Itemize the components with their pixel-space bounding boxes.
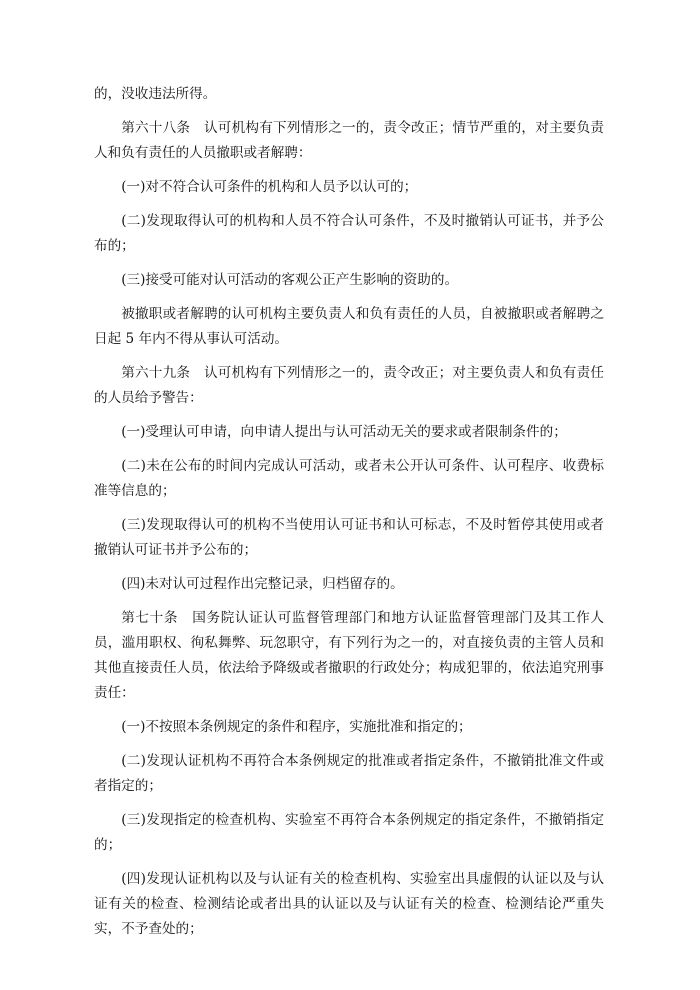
paragraph-article-69-item-2: (二)未在公布的时间内完成认可活动，或者未公开认可条件、认可程序、收费标准等信息的； <box>94 458 604 499</box>
paragraph-article-70-item-1: (一)不按照本条例规定的条件和程序，实施批准和指定的； <box>121 719 472 735</box>
paragraph-article-68: 第六十八条 认可机构有下列情形之一的，责令改正；情节严重的，对主要负责人和负有责任的人员撤职或者解聘： <box>94 120 604 161</box>
paragraph-article-70-item-3: (三)发现指定的检查机构、实验室不再符合本条例规定的指定条件，不撤销指定的； <box>94 812 604 853</box>
paragraph-article-70-item-4: (四)发现认证机构以及与认证有关的检查机构、实验室出具虚假的认证以及与认证有关的检查、检测结论或者出具的认证以及与认证有关的检查、检测结论严重失实，不予查处的； <box>94 871 604 937</box>
paragraph-article-70: 第七十条 国务院认证认可监督管理部门和地方认证监督管理部门及其工作人员，滥用职权、徇私舞弊、玩忽职守，有下列行为之一的，对直接负责的主管人员和其他直接责任人员，依法给予降级或者撤职的行政处分；构成犯罪的，依法追究刑事责任： <box>94 610 604 701</box>
paragraph-article-68-item-2: (二)发现取得认可的机构和人员不符合认可条件，不及时撤销认可证书，并予公布的； <box>94 213 604 254</box>
paragraph-article-69: 第六十九条 认可机构有下列情形之一的，责令改正；对主要负责人和负有责任的人员给予警告： <box>94 365 604 406</box>
paragraph-article-68-item-1: (一)对不符合认可条件的机构和人员予以认可的； <box>121 179 418 195</box>
paragraph-article-68-item-3: (三)接受可能对认可活动的客观公正产生影响的资助的。 <box>121 272 459 288</box>
paragraph-article-68-note: 被撤职或者解聘的认可机构主要负责人和负有责任的人员，自被撤职或者解聘之日起 5 年内不得从事认可活动。 <box>94 306 604 347</box>
paragraph-article-70-item-2: (二)发现认证机构不再符合本条例规定的批准或者指定条件，不撤销批准文件或者指定的； <box>94 753 604 794</box>
paragraph-article-69-item-4: (四)未对认可过程作出完整记录，归档留存的。 <box>121 576 404 592</box>
paragraph-article-69-item-1: (一)受理认可申请，向申请人提出与认可活动无关的要求或者限制条件的； <box>121 424 567 440</box>
document-body <box>94 82 604 951</box>
paragraph-article-69-item-3: (三)发现取得认可的机构不当使用认可证书和认可标志，不及时暂停其使用或者撤销认可证书并予公布的； <box>94 517 604 558</box>
paragraph-continuation: 的，没收违法所得。 <box>94 86 217 102</box>
